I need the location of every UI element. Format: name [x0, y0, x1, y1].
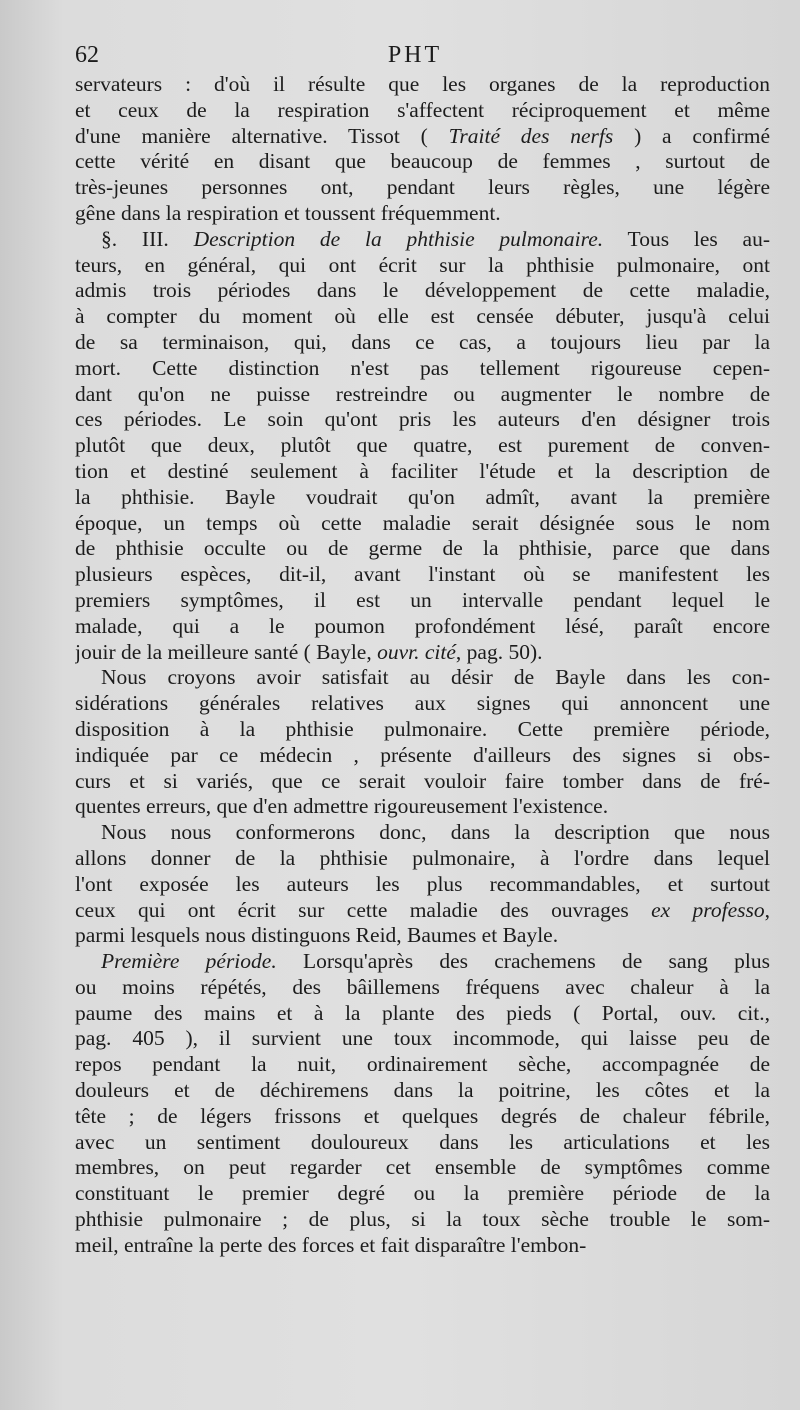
text-segment: disposition à la phthisie pulmonaire. Cette première période, [75, 716, 770, 741]
text-line [75, 665, 770, 691]
text-line [75, 794, 770, 820]
text-line [75, 227, 770, 253]
text-line [75, 1104, 770, 1130]
text-line [75, 201, 770, 227]
text-segment: paume des mains et à la plante des pieds ( Portal, ouv. cit., [75, 1000, 770, 1025]
italic-text: ex professo [651, 897, 765, 922]
text-segment: allons donner de la phthisie pulmonaire, à l'ordre dans lequel [75, 845, 770, 870]
text-segment: plusieurs espèces, dit-il, avant l'instant où se manifestent les [75, 562, 770, 587]
text-line [75, 562, 770, 588]
text-segment: ces périodes. Le soin qu'ont pris les auteurs d'en désigner trois [75, 407, 770, 432]
page-header [75, 42, 755, 76]
text-segment: premiers symptômes, il est un intervalle pendant lequel le [75, 587, 770, 612]
text-segment: quentes erreurs, que d'en admettre rigoureusement l'existence. [75, 794, 609, 819]
text-line [75, 1052, 770, 1078]
text-segment: admis trois périodes dans le développement de cette maladie, [75, 278, 770, 303]
text-segment: tion et destiné seulement à faciliter l'étude et la description de [75, 458, 770, 483]
italic-text: Description de la phthisie pulmonaire. [193, 226, 604, 251]
text-segment: douleurs et de déchiremens dans la poitrine, les côtes et la [75, 1078, 770, 1103]
text-segment: l'ont exposée les auteurs les plus recommandables, et surtout [75, 871, 770, 896]
text-line [75, 382, 770, 408]
text-segment: ou moins répétés, des bâillemens fréquens avec chaleur à la [75, 974, 770, 999]
text-segment: teurs, en général, qui ont écrit sur la phthisie pulmonaire, ont [75, 252, 770, 277]
text-segment: de sa terminaison, qui, dans ce cas, a toujours lieu par la [75, 329, 770, 354]
text-line [75, 124, 770, 150]
text-line [75, 872, 770, 898]
text-segment: à compter du moment où elle est censée débuter, jusqu'à celui [75, 304, 770, 329]
text-segment: servateurs : d'où il résulte que les organes de la reproduction [75, 72, 770, 96]
text-line [75, 975, 770, 1001]
text-line [75, 1001, 770, 1027]
page-number: 62 [75, 42, 99, 68]
text-line [75, 407, 770, 433]
text-line [75, 898, 770, 924]
text-segment: jouir de la meilleure santé ( Bayle, [75, 639, 378, 664]
text-segment: , pag. 50). [455, 639, 543, 664]
text-line [75, 72, 770, 98]
text-line [75, 1181, 770, 1207]
text-segment: indiquée par ce médecin , présente d'ailleurs des signes si obs- [75, 742, 770, 767]
text-line [75, 511, 770, 537]
text-segment: membres, on peut regarder cet ensemble de symptômes comme [75, 1155, 770, 1180]
text-segment: parmi lesquels nous distinguons Reid, Baumes et Bayle. [75, 923, 559, 948]
text-segment: Nous nous conformerons donc, dans la description que nous [101, 820, 770, 845]
text-line [75, 433, 770, 459]
text-line [75, 1233, 770, 1259]
text-segment: malade, qui a le poumon profondément lésé, paraît encore [75, 613, 770, 638]
text-segment: pag. 405 ), il survient une toux incommode, qui laisse peu de [75, 1026, 770, 1051]
text-segment: §. III. [101, 226, 194, 251]
text-line [75, 769, 770, 795]
text-segment: ceux qui ont écrit sur cette maladie des ouvrages [75, 897, 652, 922]
text-segment: phthisie pulmonaire ; de plus, si la toux sèche trouble le som- [75, 1207, 770, 1232]
italic-text: Traité des nerfs [448, 123, 614, 148]
text-line [75, 1130, 770, 1156]
text-segment: , [764, 897, 770, 922]
text-line [75, 459, 770, 485]
text-segment: Nous croyons avoir satisfait au désir de Bayle dans les con- [101, 665, 770, 690]
italic-text: Première période. [101, 949, 277, 974]
text-segment: gêne dans la respiration et toussent fréquemment. [75, 200, 501, 225]
italic-text: ouvr. cité [377, 639, 456, 664]
text-segment: ) a confirmé [613, 123, 770, 148]
text-line [75, 330, 770, 356]
text-line [75, 949, 770, 975]
text-line [75, 1078, 770, 1104]
text-line [75, 846, 770, 872]
text-segment: et ceux de la respiration s'affectent réciproquement et même [75, 97, 770, 122]
text-segment: de phthisie occulte ou de germe de la phthisie, parce que dans [75, 536, 770, 561]
text-line [75, 1026, 770, 1052]
text-line [75, 149, 770, 175]
text-segment: très-jeunes personnes ont, pendant leurs règles, une légère [75, 175, 770, 200]
text-line [75, 253, 770, 279]
text-segment: cette vérité en disant que beaucoup de femmes , surtout de [75, 149, 770, 174]
text-line [75, 1155, 770, 1181]
text-line [75, 717, 770, 743]
text-line [75, 536, 770, 562]
text-line [75, 1207, 770, 1233]
text-segment: mort. Cette distinction n'est pas tellement rigoureuse cepen- [75, 355, 770, 380]
text-line [75, 691, 770, 717]
text-segment: constituant le premier degré ou la première période de la [75, 1181, 770, 1206]
body-text [75, 72, 770, 1259]
text-line [75, 98, 770, 124]
text-line [75, 820, 770, 846]
text-line [75, 640, 770, 666]
text-line [75, 356, 770, 382]
text-segment: d'une manière alternative. Tissot ( [75, 123, 449, 148]
text-line [75, 923, 770, 949]
text-line [75, 304, 770, 330]
text-line [75, 743, 770, 769]
text-segment: tête ; de légers frissons et quelques degrés de chaleur fébrile, [75, 1103, 770, 1128]
text-segment: Tous les au- [603, 226, 770, 251]
text-segment: repos pendant la nuit, ordinairement sèche, accompagnée de [75, 1052, 770, 1077]
text-line [75, 485, 770, 511]
running-head: PHT [387, 42, 443, 68]
text-segment: dant qu'on ne puisse restreindre ou augmenter le nombre de [75, 381, 770, 406]
text-segment: la phthisie. Bayle voudrait qu'on admît, avant la première [75, 484, 770, 509]
text-segment: Lorsqu'après des crachemens de sang plus [276, 949, 770, 974]
text-segment: sidérations générales relatives aux signes qui annoncent une [75, 691, 770, 716]
text-line [75, 175, 770, 201]
text-line [75, 278, 770, 304]
text-segment: plutôt que deux, plutôt que quatre, est purement de conven- [75, 433, 770, 458]
text-segment: époque, un temps où cette maladie serait désignée sous le nom [75, 510, 770, 535]
text-segment: curs et si variés, que ce serait vouloir faire tomber dans de fré- [75, 768, 770, 793]
text-line [75, 588, 770, 614]
text-segment: avec un sentiment douloureux dans les articulations et les [75, 1129, 770, 1154]
text-line [75, 614, 770, 640]
text-segment: meil, entraîne la perte des forces et fait disparaître l'embon- [75, 1232, 587, 1257]
